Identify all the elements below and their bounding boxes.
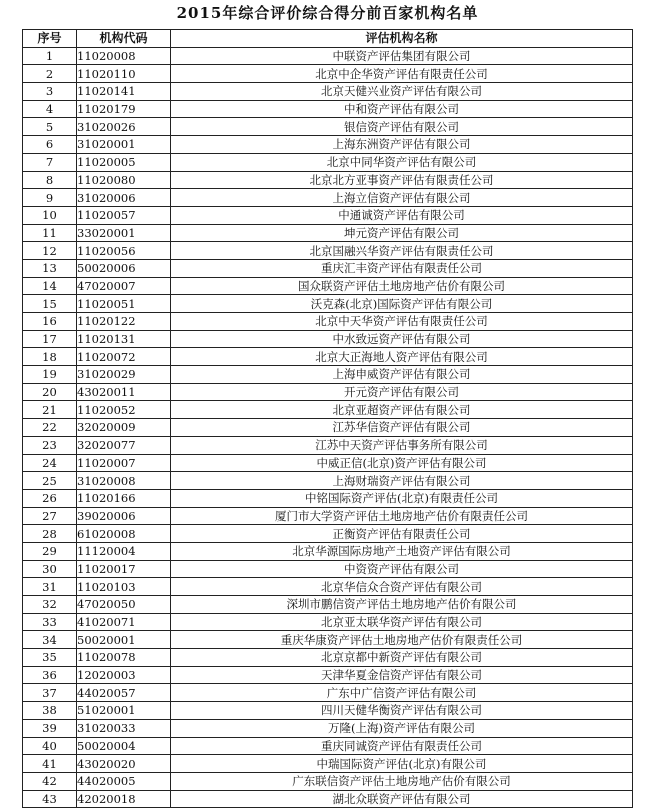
row-name: 广东联信资产评估土地房地产估价有限公司 bbox=[171, 772, 633, 790]
row-name: 中和资产评估有限公司 bbox=[171, 100, 633, 118]
row-index: 9 bbox=[23, 189, 77, 207]
row-name: 银信资产评估有限公司 bbox=[171, 118, 633, 136]
row-name: 北京中天华资产评估有限责任公司 bbox=[171, 313, 633, 331]
table-row bbox=[23, 596, 633, 614]
row-code: 47020007 bbox=[77, 277, 171, 295]
table-row bbox=[23, 755, 633, 773]
table-row bbox=[23, 454, 633, 472]
table-row bbox=[23, 100, 633, 118]
table-row bbox=[23, 277, 633, 295]
row-name: 重庆同诚资产评估有限责任公司 bbox=[171, 737, 633, 755]
row-code: 33020001 bbox=[77, 224, 171, 242]
row-code: 50020004 bbox=[77, 737, 171, 755]
row-code: 11020007 bbox=[77, 454, 171, 472]
row-name: 北京华源国际房地产土地资产评估有限公司 bbox=[171, 542, 633, 560]
row-name: 北京京都中新资产评估有限公司 bbox=[171, 649, 633, 667]
row-name: 深圳市鹏信资产评估土地房地产估价有限公司 bbox=[171, 596, 633, 614]
row-index: 29 bbox=[23, 542, 77, 560]
row-name: 开元资产评估有限公司 bbox=[171, 383, 633, 401]
row-name: 重庆汇丰资产评估有限责任公司 bbox=[171, 259, 633, 277]
row-index: 36 bbox=[23, 666, 77, 684]
row-code: 31020029 bbox=[77, 366, 171, 384]
row-code: 11020080 bbox=[77, 171, 171, 189]
row-name: 湖北众联资产评估有限公司 bbox=[171, 790, 633, 808]
row-code: 32020009 bbox=[77, 419, 171, 437]
table-row bbox=[23, 189, 633, 207]
row-name: 坤元资产评估有限公司 bbox=[171, 224, 633, 242]
row-name: 上海财瑞资产评估有限公司 bbox=[171, 472, 633, 490]
row-index: 33 bbox=[23, 613, 77, 631]
row-index: 21 bbox=[23, 401, 77, 419]
table-row bbox=[23, 330, 633, 348]
table-row bbox=[23, 560, 633, 578]
table-row bbox=[23, 171, 633, 189]
row-code: 11020131 bbox=[77, 330, 171, 348]
table-row bbox=[23, 666, 633, 684]
row-code: 11020008 bbox=[77, 47, 171, 65]
row-index: 11 bbox=[23, 224, 77, 242]
row-index: 14 bbox=[23, 277, 77, 295]
row-code: 31020001 bbox=[77, 136, 171, 154]
row-code: 31020006 bbox=[77, 189, 171, 207]
row-code: 50020006 bbox=[77, 259, 171, 277]
row-code: 50020001 bbox=[77, 631, 171, 649]
table-row bbox=[23, 649, 633, 667]
row-index: 7 bbox=[23, 153, 77, 171]
table-row bbox=[23, 737, 633, 755]
row-code: 11020056 bbox=[77, 242, 171, 260]
row-name: 北京中同华资产评估有限公司 bbox=[171, 153, 633, 171]
row-code: 32020077 bbox=[77, 436, 171, 454]
table-header-row bbox=[23, 30, 633, 48]
row-name: 北京中企华资产评估有限责任公司 bbox=[171, 65, 633, 83]
row-name: 万隆(上海)资产评估有限公司 bbox=[171, 719, 633, 737]
row-code: 11020179 bbox=[77, 100, 171, 118]
row-index: 22 bbox=[23, 419, 77, 437]
row-index: 16 bbox=[23, 313, 77, 331]
row-code: 31020026 bbox=[77, 118, 171, 136]
row-index: 8 bbox=[23, 171, 77, 189]
table-row bbox=[23, 118, 633, 136]
row-index: 41 bbox=[23, 755, 77, 773]
header-name: 评估机构名称 bbox=[171, 30, 633, 48]
row-index: 32 bbox=[23, 596, 77, 614]
row-name: 北京天健兴业资产评估有限公司 bbox=[171, 83, 633, 101]
row-index: 5 bbox=[23, 118, 77, 136]
row-index: 27 bbox=[23, 507, 77, 525]
row-index: 40 bbox=[23, 737, 77, 755]
row-index: 10 bbox=[23, 206, 77, 224]
row-index: 3 bbox=[23, 83, 77, 101]
row-name: 上海立信资产评估有限公司 bbox=[171, 189, 633, 207]
table-row bbox=[23, 136, 633, 154]
row-code: 43020011 bbox=[77, 383, 171, 401]
row-index: 13 bbox=[23, 259, 77, 277]
row-code: 31020033 bbox=[77, 719, 171, 737]
table-row bbox=[23, 542, 633, 560]
row-index: 23 bbox=[23, 436, 77, 454]
row-index: 42 bbox=[23, 772, 77, 790]
row-index: 35 bbox=[23, 649, 77, 667]
row-name: 北京大正海地人资产评估有限公司 bbox=[171, 348, 633, 366]
table-row bbox=[23, 259, 633, 277]
row-index: 26 bbox=[23, 489, 77, 507]
table-row bbox=[23, 631, 633, 649]
table-row bbox=[23, 525, 633, 543]
row-code: 61020008 bbox=[77, 525, 171, 543]
row-name: 上海东洲资产评估有限公司 bbox=[171, 136, 633, 154]
table-row bbox=[23, 472, 633, 490]
table-row bbox=[23, 507, 633, 525]
table-row bbox=[23, 366, 633, 384]
row-code: 43020020 bbox=[77, 755, 171, 773]
row-name: 上海申威资产评估有限公司 bbox=[171, 366, 633, 384]
header-index: 序号 bbox=[23, 30, 77, 48]
table-row bbox=[23, 47, 633, 65]
row-name: 中铭国际资产评估(北京)有限责任公司 bbox=[171, 489, 633, 507]
row-code: 51020001 bbox=[77, 702, 171, 720]
row-name: 中威正信(北京)资产评估有限公司 bbox=[171, 454, 633, 472]
row-index: 12 bbox=[23, 242, 77, 260]
row-code: 11020057 bbox=[77, 206, 171, 224]
row-code: 44020057 bbox=[77, 684, 171, 702]
row-index: 19 bbox=[23, 366, 77, 384]
row-code: 11020166 bbox=[77, 489, 171, 507]
table-body bbox=[23, 47, 633, 808]
row-code: 41020071 bbox=[77, 613, 171, 631]
table-row bbox=[23, 790, 633, 808]
row-name: 中水致远资产评估有限公司 bbox=[171, 330, 633, 348]
table-row bbox=[23, 383, 633, 401]
table-row bbox=[23, 772, 633, 790]
row-name: 中瑞国际资产评估(北京)有限公司 bbox=[171, 755, 633, 773]
row-index: 38 bbox=[23, 702, 77, 720]
row-index: 25 bbox=[23, 472, 77, 490]
row-code: 12020003 bbox=[77, 666, 171, 684]
row-index: 43 bbox=[23, 790, 77, 808]
row-name: 江苏中天资产评估事务所有限公司 bbox=[171, 436, 633, 454]
row-code: 31020008 bbox=[77, 472, 171, 490]
row-name: 江苏华信资产评估有限公司 bbox=[171, 419, 633, 437]
row-name: 中通诚资产评估有限公司 bbox=[171, 206, 633, 224]
row-index: 1 bbox=[23, 47, 77, 65]
row-index: 31 bbox=[23, 578, 77, 596]
page-title: 2015年综合评价综合得分前百家机构名单 bbox=[176, 4, 479, 22]
row-code: 44020005 bbox=[77, 772, 171, 790]
row-index: 6 bbox=[23, 136, 77, 154]
row-name: 正衡资产评估有限责任公司 bbox=[171, 525, 633, 543]
institution-table bbox=[22, 29, 633, 808]
row-name: 重庆华康资产评估土地房地产估价有限责任公司 bbox=[171, 631, 633, 649]
row-code: 11020122 bbox=[77, 313, 171, 331]
row-name: 北京华信众合资产评估有限公司 bbox=[171, 578, 633, 596]
table-row bbox=[23, 489, 633, 507]
row-index: 18 bbox=[23, 348, 77, 366]
table-row bbox=[23, 436, 633, 454]
row-index: 20 bbox=[23, 383, 77, 401]
table-row bbox=[23, 401, 633, 419]
table-row bbox=[23, 224, 633, 242]
row-index: 28 bbox=[23, 525, 77, 543]
row-code: 11020072 bbox=[77, 348, 171, 366]
row-code: 11020051 bbox=[77, 295, 171, 313]
row-code: 11020078 bbox=[77, 649, 171, 667]
row-name: 北京国融兴华资产评估有限责任公司 bbox=[171, 242, 633, 260]
row-code: 11020017 bbox=[77, 560, 171, 578]
table-row bbox=[23, 348, 633, 366]
table-row bbox=[23, 684, 633, 702]
row-code: 42020018 bbox=[77, 790, 171, 808]
row-name: 中资资产评估有限公司 bbox=[171, 560, 633, 578]
table-row bbox=[23, 613, 633, 631]
row-code: 11020052 bbox=[77, 401, 171, 419]
row-code: 11020103 bbox=[77, 578, 171, 596]
row-name: 中联资产评估集团有限公司 bbox=[171, 47, 633, 65]
row-name: 北京亚太联华资产评估有限公司 bbox=[171, 613, 633, 631]
row-name: 沃克森(北京)国际资产评估有限公司 bbox=[171, 295, 633, 313]
row-code: 11020110 bbox=[77, 65, 171, 83]
row-name: 广东中广信资产评估有限公司 bbox=[171, 684, 633, 702]
table-row bbox=[23, 578, 633, 596]
row-code: 11020005 bbox=[77, 153, 171, 171]
row-index: 39 bbox=[23, 719, 77, 737]
row-code: 47020050 bbox=[77, 596, 171, 614]
table-row bbox=[23, 313, 633, 331]
row-index: 30 bbox=[23, 560, 77, 578]
row-name: 四川天健华衡资产评估有限公司 bbox=[171, 702, 633, 720]
row-name: 北京北方亚事资产评估有限责任公司 bbox=[171, 171, 633, 189]
row-index: 34 bbox=[23, 631, 77, 649]
row-index: 24 bbox=[23, 454, 77, 472]
row-name: 厦门市大学资产评估土地房地产估价有限责任公司 bbox=[171, 507, 633, 525]
row-name: 天津华夏金信资产评估有限公司 bbox=[171, 666, 633, 684]
row-index: 15 bbox=[23, 295, 77, 313]
table-row bbox=[23, 83, 633, 101]
table-row bbox=[23, 702, 633, 720]
table-row bbox=[23, 242, 633, 260]
row-name: 北京亚超资产评估有限公司 bbox=[171, 401, 633, 419]
row-code: 11120004 bbox=[77, 542, 171, 560]
row-index: 4 bbox=[23, 100, 77, 118]
row-index: 2 bbox=[23, 65, 77, 83]
table-row bbox=[23, 295, 633, 313]
row-index: 17 bbox=[23, 330, 77, 348]
table-row bbox=[23, 206, 633, 224]
row-name: 国众联资产评估土地房地产估价有限公司 bbox=[171, 277, 633, 295]
table-row bbox=[23, 153, 633, 171]
table-row bbox=[23, 419, 633, 437]
row-index: 37 bbox=[23, 684, 77, 702]
table-row bbox=[23, 65, 633, 83]
row-code: 39020006 bbox=[77, 507, 171, 525]
header-code: 机构代码 bbox=[77, 30, 171, 48]
table-row bbox=[23, 719, 633, 737]
row-code: 11020141 bbox=[77, 83, 171, 101]
